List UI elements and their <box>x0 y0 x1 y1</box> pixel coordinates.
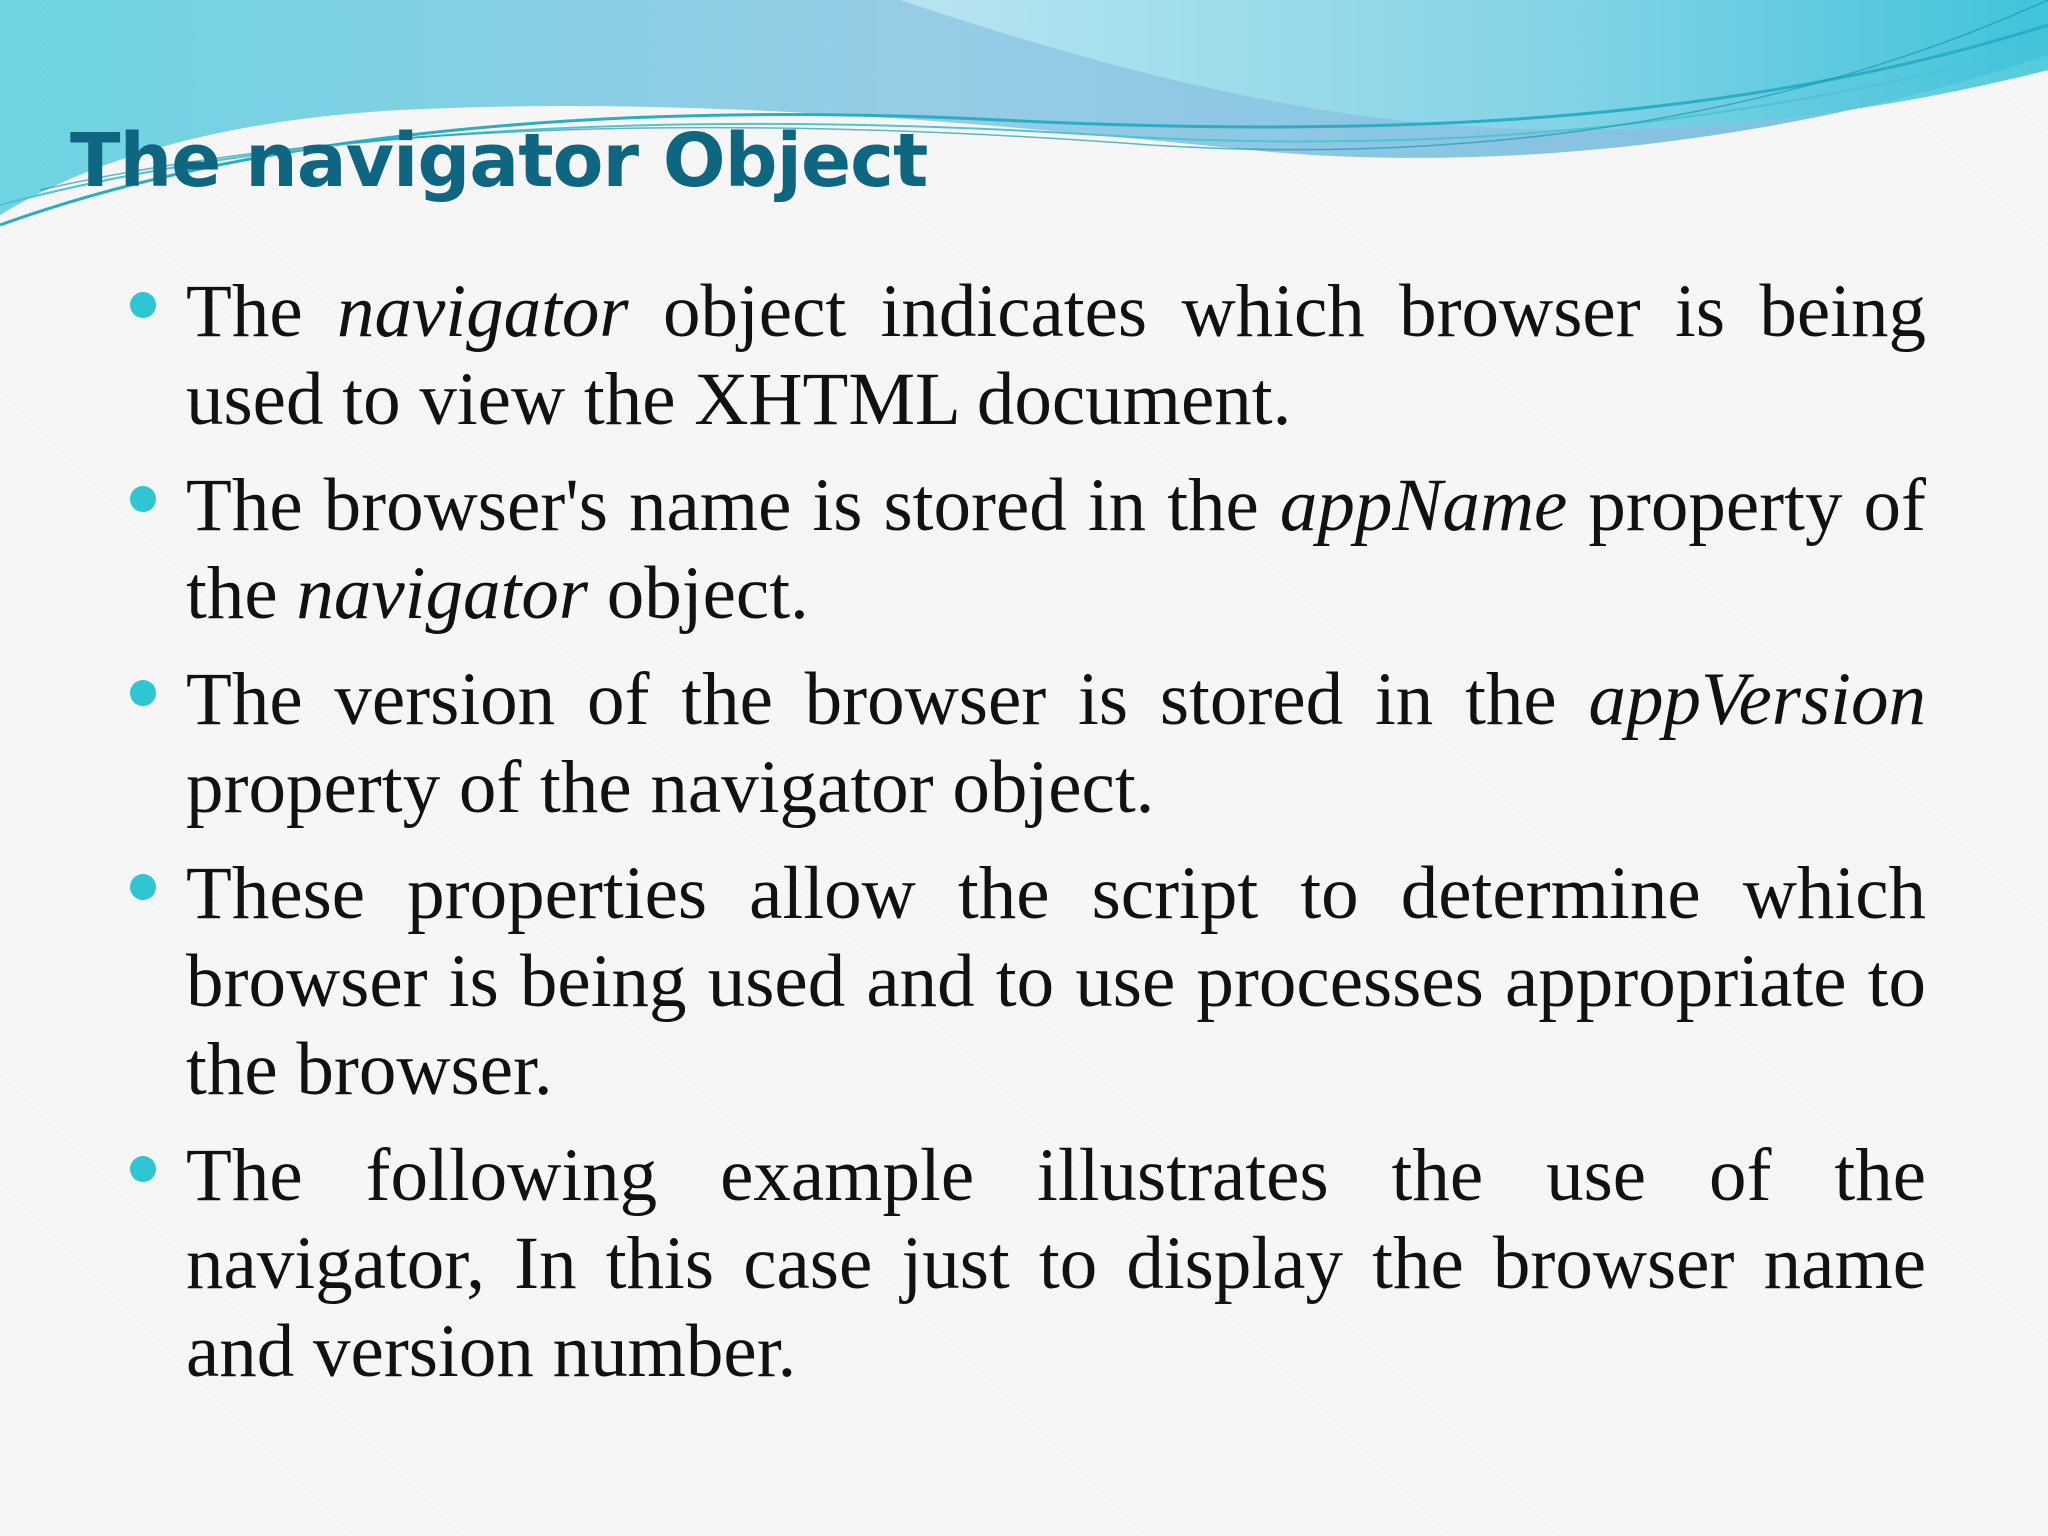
bullet-item <box>186 656 1926 832</box>
bullet-text: The version of the browser is stored in the <box>186 658 1589 741</box>
bullet-dot-icon <box>130 680 156 706</box>
bullet-item <box>186 1132 1926 1396</box>
bullet-item <box>186 462 1926 638</box>
bullet-dot-icon <box>130 486 156 512</box>
bullet-dot-icon <box>130 292 156 318</box>
bullet-text: property of the <box>186 464 1926 635</box>
bullet-dot-icon <box>130 874 156 900</box>
slide-title: The navigator Object <box>70 118 928 204</box>
bullet-italic-text: appVersion <box>1588 658 1926 741</box>
bullet-item <box>186 850 1926 1114</box>
bullet-italic-text: appName <box>1279 464 1568 547</box>
bullet-list <box>186 268 1926 1414</box>
bullet-item <box>186 268 1926 444</box>
bullet-text: These properties allow the script to determine which browser is being used and to use processes appropriate to the browser. <box>186 852 1926 1111</box>
bullet-text: The <box>186 270 337 353</box>
bullet-text: property of the navigator object. <box>186 746 1155 829</box>
bullet-text: object indicates which browser is being used to view the XHTML document. <box>186 270 1926 441</box>
bullet-text: object. <box>588 552 809 635</box>
bullet-italic-text: navigator <box>296 552 589 635</box>
bullet-text: The browser's name is stored in the <box>186 464 1280 547</box>
bullet-text: The following example illustrates the use of the navigator, In this case just to display the browser name and version number. <box>186 1134 1926 1393</box>
bullet-dot-icon <box>130 1156 156 1182</box>
bullet-italic-text: navigator <box>336 270 629 353</box>
